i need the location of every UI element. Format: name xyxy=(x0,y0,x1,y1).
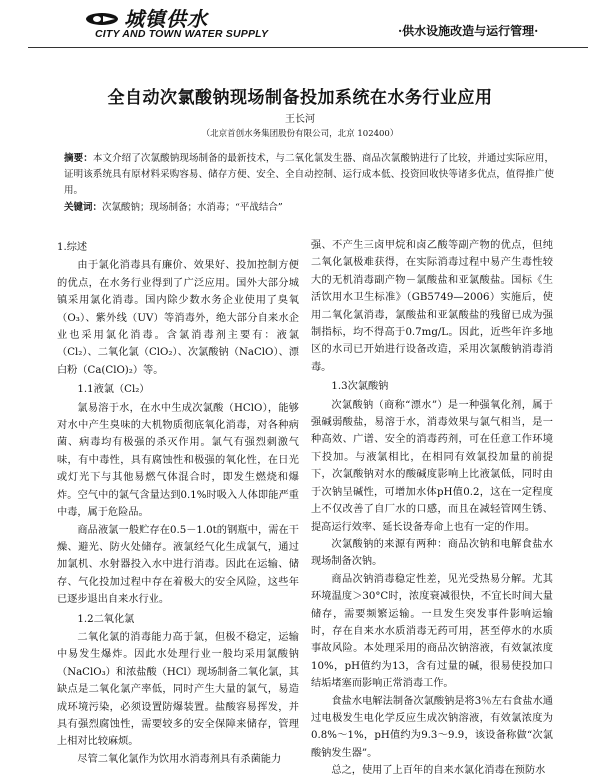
subsection-heading-1-2: 1.2二氧化氯 xyxy=(77,613,135,625)
header-rule xyxy=(28,47,588,48)
paragraph: 商品液氯一般贮存在0.5－1.0t的钢瓶中，需在干燥、避光、防火处储存。液氯经气化生成氯气，通过加氯机、水射器投入水中进行消毒。因此在运输、储存、气化投加过程中存在着极大的安全风险，这些年已逐步退出自来水行业。 xyxy=(57,524,299,606)
journal-name-en: CITY AND TOWN WATER SUPPLY xyxy=(95,28,269,40)
paragraph: 氯易溶于水，在水中生成次氯酸（HClO），能够对水中产生臭味的大机物质彻底氧化消毒，对各种病菌、病毒均有极强的杀灭作用。氯气有强烈刺激气味，有中毒性，具有腐蚀性和极强的氧化性，在日光或灯光下与其他易燃气体混合时，即发生燃烧和爆炸。空气中的氯气含量达到0.1%时吸入人体即能严重中毒，属于危险品。 xyxy=(57,402,299,519)
paragraph: 尽管二氧化氯作为饮用水消毒剂具有杀菌能力 xyxy=(77,753,282,765)
abstract xyxy=(64,151,554,199)
paragraph: 强、不产生三卤甲烷和卤乙酸等副产物的优点，但纯二氧化氯极难获得，在实际消毒过程中易产生毒性较大的无机消毒副产物－氯酸盐和亚氯酸盐。国标《生活饮用水卫生标准》（GB5749—2006）实施后，使用二氧化氯消毒，氯酸盐和亚氯酸盐的残留已成为强制指标，均不得高于0.7mg/L。因此，近些年许多地区的水司已开始进行设备改造，采用次氯酸钠消毒消毒。 xyxy=(311,240,553,373)
abstract-label: 摘要： xyxy=(64,153,93,164)
paragraph: 次氯酸钠（商称“漂水”）是一种强氧化剂，属于强碱弱酸盐，易溶于水，消毒效果与氯气相当，是一种高效、广谱、安全的消毒药剂，可在任意工作环境下投加。与液氯相比，在相同有效氯投加量的前提下，次氯酸钠对水的酸碱度影响上比液氯低，同时由于次钠呈碱性，可增加水体pH值0.2，这在一定程度上不仅改善了自厂水的口感，而且在减轻管网生锈、提高运行效率、延长设备寿命上也有一定的作用。 xyxy=(311,399,553,533)
journal-name-cn: 城镇供水 xyxy=(124,7,208,31)
keywords-text: 次氯酸钠；现场制备；水消毒；“平战结合” xyxy=(102,202,283,213)
subsection-heading-1-1: 1.1液氯（Cl₂） xyxy=(77,384,150,396)
subsection-heading-1-3: 1.3次氯酸钠 xyxy=(331,381,389,393)
keywords xyxy=(64,200,554,216)
article-title: 全自动次氯酸钠现场制备投加系统在水务行业应用 xyxy=(107,88,493,108)
body-column-left xyxy=(57,237,299,765)
section-tag: ·供水设施改造与运行管理· xyxy=(398,24,539,38)
keywords-label: 关键词： xyxy=(64,202,103,213)
paragraph: 次氯酸钠的来源有两种：商品次钠和电解食盐水现场制备次钠。 xyxy=(311,538,553,568)
author-affiliation: （北京首创水务集团股份有限公司，北京 102400） xyxy=(201,129,399,139)
paragraph: 由于氯化消毒具有廉价、效果好、投加控制方便的优点，在水务行业得到了广泛应用。国外大部分城镇采用氯化消毒。国内除少数水务企业使用了臭氧（O₃）、紫外线（UV）等消毒外，绝大部分自来水企业也采用氯化消毒。含氯消毒剂主要有：液氯（Cl₂）、二氧化氯（ClO₂）、次氯酸钠（NaClO）、漂白粉（Ca(ClO)₂）等。 xyxy=(57,260,299,376)
section-heading-1: 1.综述 xyxy=(57,242,88,253)
paragraph: 食盐水电解法制备次氯酸钠是将3％左右食盐水通过电极发生电化学反应生成次钠溶液，有效氯浓度为0.8%～1%，pH值约为9.3～9.9，该设备称做“次氯酸钠发生器”。 xyxy=(311,695,553,759)
paragraph: 二氧化氯的消毒能力高于氯，但极不稳定，运输中易发生爆炸。因此水处理行业一般均采用氯酸钠（NaClO₃）和浓盐酸（HCl）现场制备二氧化氯，其缺点是二氧化氯产率低，同时产生大量的氯气，易造成环境污染，必须设置防爆装置。盐酸容易挥发，并具有强烈腐蚀性，需要较多的安全保障来储存，管理上相对比较麻烦。 xyxy=(57,631,299,748)
paragraph: 总之，使用了上百年的自来水氯化消毒在预防水 xyxy=(331,765,546,777)
paragraph: 商品次钠消毒稳定性差，见光受热易分解。尤其环境温度＞30°C时，浓度衰减很快，不宜长时间大量储存，需要频繁运输。一旦发生突发事件影响运输时，存在自来水水质消毒无药可用，甚至停水的水质事故风险。本处理采用的商品次钠溶液，有效氯浓度10%，pH值约为13，含有过量的碱，很易使投加口结垢堵塞而影响正常消毒工作。 xyxy=(311,573,553,690)
page-header xyxy=(0,0,600,52)
article-author: 王长河 xyxy=(285,114,315,125)
abstract-text: 本文介绍了次氯酸钠现场制备的最新技术，与二氧化氯发生器、商品次氯酸钠进行了比较，并通过实际应用，证明该系统具有原材料采购容易、储存方便、安全、全自动控制、运行成本低、投资回收快等诸多优点，值得推广使用。 xyxy=(64,153,554,196)
journal-logo-icon xyxy=(85,12,119,26)
body-column-right xyxy=(311,237,553,777)
